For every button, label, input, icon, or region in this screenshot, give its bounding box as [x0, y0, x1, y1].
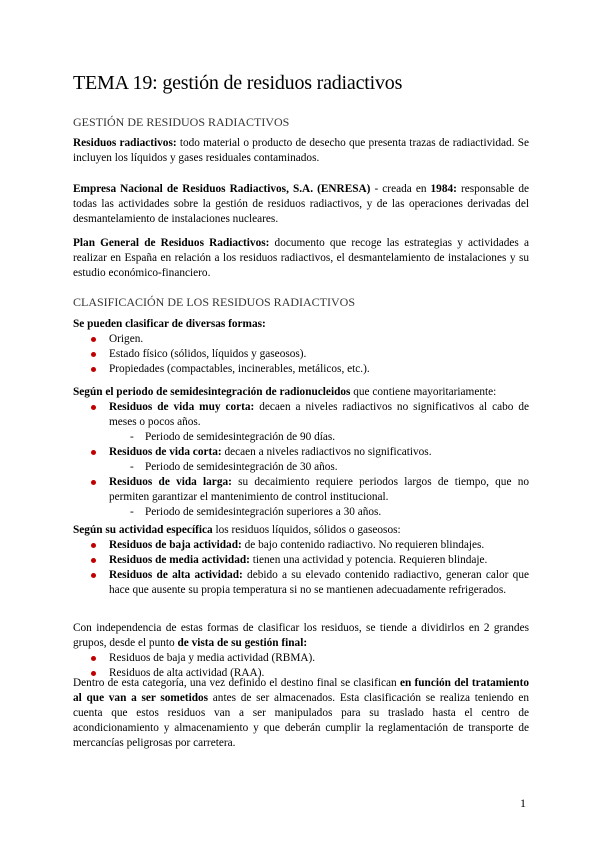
definition: documento que recoge las estrategias y actividades a realizar en España en relación a los residuos radiactivos, el desmantelamiento de instalaciones y su estudio económico-financiero.: [73, 237, 530, 279]
text: Dentro de esta categoría, una vez definido el destino final se clasifican: [73, 677, 400, 689]
sub-item: [73, 460, 529, 475]
page-title: TEMA 19: gestión de residuos radiactivos: [73, 72, 403, 94]
item-term: Residuos de vida larga:: [109, 476, 232, 488]
bullet-icon: [91, 337, 96, 342]
list-item: [73, 553, 529, 568]
item-text: de bajo contenido radiactivo. No requieren blindajes.: [241, 539, 485, 551]
list-item: [73, 651, 529, 666]
dash-icon: -: [130, 431, 134, 443]
sub-text: Periodo de semidesintegración de 30 años.: [145, 461, 338, 473]
paragraph-tratamiento: [73, 676, 529, 751]
item-term: Residuos de baja actividad:: [109, 539, 242, 551]
text: - creada en: [370, 183, 431, 195]
text: los residuos líquidos, sólidos o gaseosos:: [212, 524, 401, 536]
item-text: Estado físico (sólidos, líquidos y gaseosos).: [109, 348, 307, 360]
item-text: decaen a niveles radiactivos no significativos.: [221, 446, 432, 458]
definition: todo material o producto de desecho que presenta trazas de radiactividad. Se incluyen los líquidos y gases residuales contaminados.: [73, 137, 529, 164]
term: Plan General de Residuos Radiactivos:: [73, 237, 270, 249]
intro: Se pueden clasificar de diversas formas:: [73, 318, 266, 330]
bullet-icon: [91, 573, 96, 578]
emphasis: de vista de su gestión final:: [177, 637, 308, 649]
list-item: [73, 362, 529, 377]
item-text: su decaimiento requiere periodos largos de tiempo, que no permiten garantizar el mantenimiento de control institucional.: [109, 476, 529, 503]
bullet-icon: [91, 367, 96, 372]
text: que contiene mayoritariamente:: [350, 386, 497, 398]
term: Empresa Nacional de Residuos Radiactivos, S.A. (ENRESA): [73, 183, 371, 195]
bullet-icon: [91, 558, 96, 563]
dash-icon: -: [130, 506, 134, 518]
term: Residuos radiactivos:: [73, 137, 177, 149]
list-item: [73, 538, 529, 553]
paragraph-actividad: [73, 523, 529, 538]
sub-text: Periodo de semidesintegración superiores a 30 años.: [145, 506, 382, 518]
item-text: tienen una actividad y potencia. Requieren blindaje.: [249, 554, 488, 566]
item-term: Residuos de vida corta:: [109, 446, 222, 458]
bullet-icon: [91, 405, 96, 410]
intro: Según el periodo de semidesintegración de radionucleidos: [73, 386, 351, 398]
item-text: Residuos de baja y media actividad (RBMA).: [109, 652, 316, 664]
sub-item: [73, 505, 529, 520]
item-text: debido a su elevado contenido radiactivo, generan calor que hace que ausente su propia temperatura si no se mantienen adecuadamente refrigerados.: [109, 569, 529, 596]
paragraph-formas: [73, 317, 529, 332]
definition: responsable de todas las actividades sobre la gestión de residuos radiactivos, y de las operaciones derivadas del desmantelamiento de instalaciones nucleares.: [73, 183, 529, 225]
dash-icon: -: [130, 461, 134, 473]
section-heading-clasificacion: CLASIFICACIÓN DE LOS RESIDUOS RADIACTIVOS: [73, 295, 356, 309]
bullet-icon: [91, 450, 96, 455]
paragraph-enresa: [73, 182, 529, 227]
list-formas: [73, 332, 529, 377]
sub-item: [73, 430, 529, 445]
list-item: [73, 332, 529, 347]
list-vida: [73, 400, 529, 520]
item-term: Residuos de vida muy corta:: [109, 401, 255, 413]
bullet-icon: [91, 543, 96, 548]
list-actividad: [73, 538, 529, 598]
paragraph-gestion-final: [73, 621, 529, 651]
page-number: 1: [520, 796, 526, 810]
paragraph-residuos: [73, 136, 529, 166]
intro: Según su actividad específica: [73, 524, 213, 536]
item-text: Propiedades (compactables, incinerables, metálicos, etc.).: [109, 363, 370, 375]
item-text: decaen a niveles radiactivos no significativos al cabo de meses o pocos años.: [109, 401, 529, 428]
year: 1984:: [430, 183, 457, 195]
text: Con independencia de estas formas de clasificar los residuos, se tiende a dividirlos en 2 grandes grupos, desde el punto: [73, 622, 529, 649]
paragraph-semidesintegracion: [73, 385, 529, 400]
sub-text: Periodo de semidesintegración de 90 días.: [145, 431, 336, 443]
list-item: [73, 475, 529, 505]
section-heading-gestion: GESTIÓN DE RESIDUOS RADIACTIVOS: [73, 115, 290, 129]
emphasis: en función del tratamiento al que van a ser sometidos: [73, 677, 529, 704]
bullet-icon: [91, 656, 96, 661]
item-text: Origen.: [109, 333, 144, 345]
list-item: [73, 400, 529, 430]
item-term: Residuos de alta actividad:: [109, 569, 243, 581]
paragraph-plan-general: [73, 236, 529, 281]
list-item: [73, 568, 529, 598]
text: antes de ser almacenados. Esta clasificación se realiza teniendo en cuenta que estos residuos van a ser manipulados para su traslado hasta el centro de acondicionamiento y almacenamiento y que deberán cumplir la reglamentación de transporte de mercancías peligrosas por carretera.: [73, 692, 529, 749]
bullet-icon: [91, 480, 96, 485]
list-item: [73, 445, 529, 460]
bullet-icon: [91, 352, 96, 357]
item-term: Residuos de media actividad:: [109, 554, 250, 566]
list-item: [73, 347, 529, 362]
item-text: Residuos de alta actividad (RAA).: [109, 667, 265, 679]
